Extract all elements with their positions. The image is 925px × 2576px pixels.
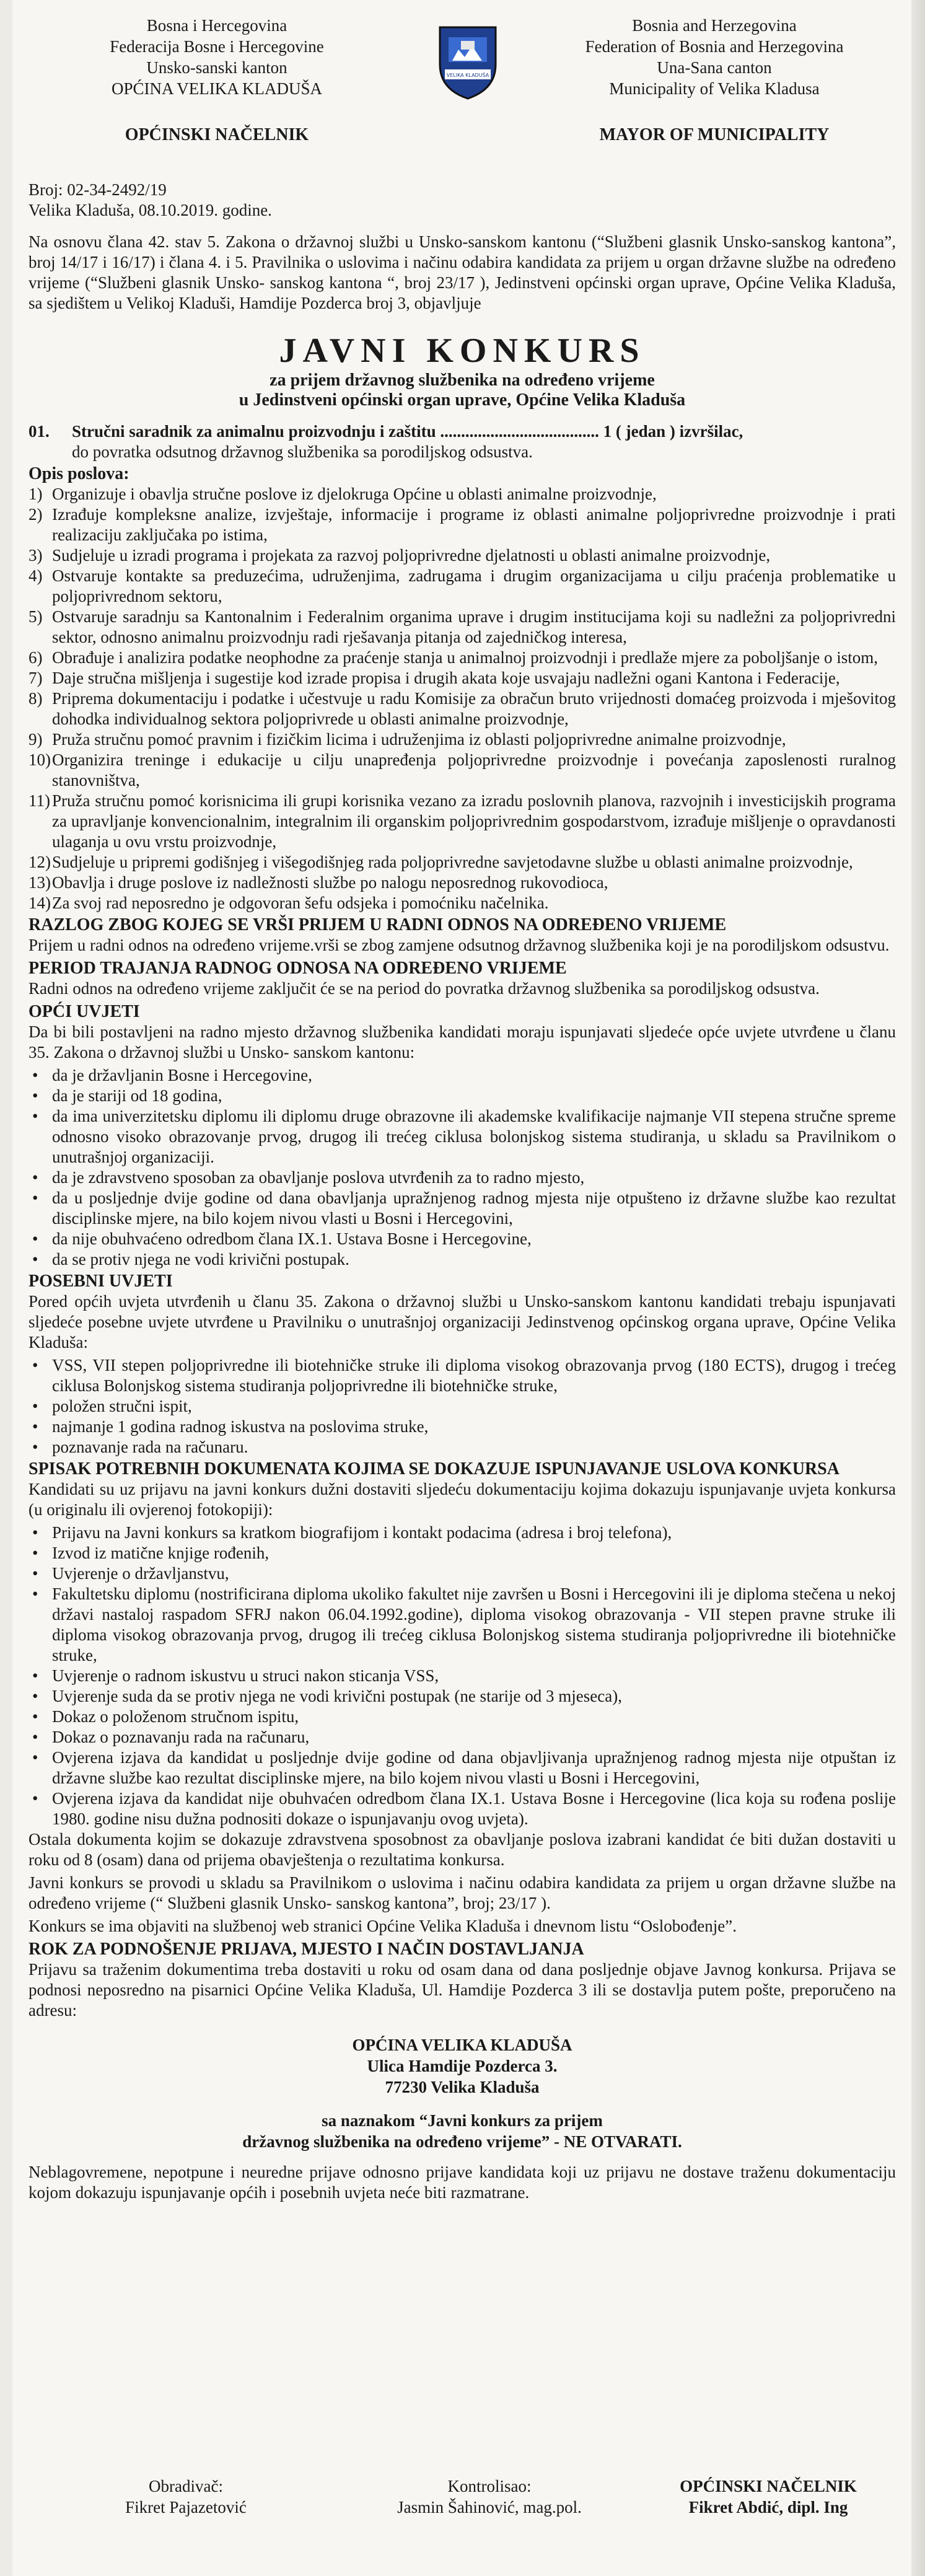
deadline-text: Prijavu sa traženim dokumentima treba dostaviti u roku od osam dana od dana posljednje objave Javnog konkursa. Prijava se podnosi neposredno na pisarnici Općine Velika Kladuša, Ul. Hamdije Pozderca 3 ili se dostavlja putem pošte, preporučeno na adresu:: [28, 1960, 896, 2020]
letterhead-line: Una-Sana canton: [657, 58, 772, 77]
municipality-crest-icon: [434, 21, 502, 102]
list-number: 11): [28, 791, 50, 810]
list-item-text: da ima univerzitetsku diplomu ili diplomu druge obrazovne ili akademske kvalifikacije najmanje VII stepena stručne spreme odnosno visoko obrazovanje prvog, drugog ili trećeg ciklusa bolonjskog sistema studiranja, u skladu sa Pravilnikom o unutrašnjoj organizaciji.: [52, 1107, 896, 1166]
duty-item: [28, 545, 896, 566]
letterhead-line: Federacija Bosne i Hercegovine: [110, 37, 324, 56]
envelope-note-line-2: državnog službenika na određeno vrijeme” - NE OTVARATI.: [242, 2132, 682, 2151]
duty-item: [28, 893, 896, 913]
bullet-icon: •: [32, 1417, 38, 1436]
list-number: 6): [28, 648, 43, 667]
after-docs-paragraph: Javni konkurs se provodi u skladu sa Pravilnikom o uslovima i načinu odabira kandidata za prijem u organ državne službe na određeno vrijeme (“ Službeni glasnik Unsko- sanskog kantona”, broj; 23/17 ).: [28, 1873, 896, 1912]
duty-item: [28, 791, 896, 852]
page-left-margin: [0, 0, 12, 2576]
signature-name: Jasmin Šahinović, mag.pol.: [397, 2498, 582, 2517]
intro-paragraph: Na osnovu člana 42. stav 5. Zakona o državnoj službi u Unsko-sanskom kantonu (“Službeni glasnik Unsko-sanskog kantona”, broj 14/17 i 16/17) i člana 4. i 5. Pravilnika o uslovima i načinu odabira kandidata za prijem u organ državne službe na određeno vrijeme (“Službeni glasnik Unsko- sanskog kantona “, broj 23/17 ), Jedinstveni općinski organ uprave, Općine Velika Kladuša, sa sjedištem u Velikoj Kladuši, Hamdije Pozderca broj 3, objavljuje: [28, 232, 896, 312]
list-item-text: najmanje 1 godina radnog iskustva na poslovima struke,: [52, 1417, 429, 1436]
duty-item: [28, 873, 896, 893]
special-conditions-list: [28, 1355, 896, 1457]
page-right-margin: [911, 0, 925, 2576]
list-number: 10): [28, 750, 51, 769]
list-number: 13): [28, 873, 51, 892]
address-line: Ulica Hamdije Pozderca 3.: [367, 2057, 558, 2075]
list-item-text: Pruža stručnu pomoć korisnicima ili grupi korisnika vezano za izradu poslovnih planova, razvojnih i investicijskih programa za upravljanje konvencionalnim, integralnim ili organskim poljoprivrednim gospodarstvom, izrađuje mišljenje o opravdanosti ulaganja u ovu vrstu proizvodnje,: [52, 791, 896, 851]
document-item: [28, 1686, 896, 1707]
list-item-text: Izvod iz matične knjige rođenih,: [52, 1544, 270, 1562]
document-item: [28, 1747, 896, 1788]
list-item-text: Organizuje i obavlja stručne poslove iz djelokruga Općine u oblasti animalne proizvodnje,: [52, 485, 657, 503]
list-item-text: Daje stručna mišljenja i sugestije kod izrade propisa i drugih akata koje usvajaju nadležni ogani Kantona i Federacije,: [52, 669, 840, 687]
signature-name: Fikret Abdić, dipl. Ing: [688, 2498, 848, 2517]
list-item-text: VSS, VII stepen poljoprivredne ili biotehničke struke ili diploma visokog obrazovanja prvog (180 ECTS), drugog i trećeg ciklusa Bolonjskog sistema studiranja poljoprivredne ili biotehničke struke,: [52, 1356, 896, 1395]
letterhead-line: OPĆINA VELIKA KLADUŠA: [111, 79, 323, 98]
list-number: 4): [28, 566, 43, 585]
document-item: [28, 1543, 896, 1563]
bullet-icon: •: [32, 1687, 38, 1705]
list-item-text: Ovjerena izjava da kandidat u posljednje dvije godine od dana objavljivanja upražnjenog radnog mjesta nije otpuštan iz državne službe kao rezultat disciplinske mjere, na bilo kojem nivou vlasti u Bosni i Hercegovini,: [52, 1748, 896, 1787]
list-number: 8): [28, 689, 43, 708]
list-item-text: da je državljanin Bosne i Hercegovine,: [52, 1066, 312, 1084]
list-number: 12): [28, 853, 51, 871]
documents-list: [28, 1523, 896, 1829]
envelope-note: [28, 2110, 896, 2152]
special-conditions-intro: Pored općih uvjeta utvrđenih u članu 35. Zakona o državnoj službi u Unsko-sanskom kantonu kandidati trebaju ispunjavati sljedeće posebne uvjete utvrđene u Pravilniku o unutrašnjoj organizaciji Jedinstvenog općinskog organa uprave, Općine Velika Kladuša:: [28, 1292, 896, 1352]
after-docs-paragraph: Konkurs se ima objaviti na službenoj web stranici Općine Velika Kladuša i dnevnom listu “Oslobođenje”.: [28, 1917, 737, 1935]
bullet-icon: •: [32, 1789, 38, 1808]
document-body: [28, 180, 896, 2205]
bullet-icon: •: [32, 1523, 38, 1542]
bullet-icon: •: [32, 1438, 38, 1456]
general-condition-item: [28, 1188, 896, 1229]
letterhead-line: Bosna i Hercegovina: [146, 16, 287, 35]
general-condition-item: [28, 1167, 896, 1188]
special-condition-item: [28, 1417, 896, 1437]
list-item-text: da u posljednje dvije godine od dana obavljanja upražnjenog radnog mjesta nije otpušteno iz državne službe kao rezultat disciplinske mjere, na bilo kojem nivou vlasti u Bosni i Hercegovini,: [52, 1189, 896, 1228]
document-item: [28, 1523, 896, 1543]
document-item: [28, 1563, 896, 1584]
document-title: JAVNI KONKURS: [279, 332, 646, 370]
special-conditions-heading: POSEBNI UVJETI: [28, 1272, 173, 1291]
list-item-text: da nije obuhvaćeno odredbom člana IX.1. Ustava Bosne i Hercegovine,: [52, 1229, 532, 1248]
list-item-text: Ovjerena izjava da kandidat nije obuhvaćen odredbom člana IX.1. Ustava Bosne i Hercegovine (lica koja su rođena poslije 1980. godine nisu dužna podnositi dokaze o ispunjavanju ovog uvjeta).: [52, 1789, 896, 1828]
duties-list: [28, 484, 896, 913]
special-condition-item: [28, 1396, 896, 1417]
general-conditions-intro: Da bi bili postavljeni na radno mjesto državnog službenika kandidati moraju ispunjavati sljedeće opće uvjete utvrđene u članu 35. Zakona o državnoj službi u Unsko- sanskom kantonu:: [28, 1022, 896, 1062]
list-item-text: Obrađuje i analizira podatke neophodne za praćenje stanja u animalnoj proizvodnji i predlaže mjere za poboljšanje o istom,: [52, 648, 879, 667]
duty-item: [28, 668, 896, 688]
duty-item: [28, 607, 896, 648]
special-condition-item: [28, 1437, 896, 1457]
documents-intro: Kandidati su uz prijavu na javni konkurs dužni dostaviti sljedeću dokumentaciju kojima dokazuju ispunjavanje uvjeta konkursa (u originalu ili ovjerenoj fotokopiji):: [28, 1480, 896, 1519]
period-text: Radni odnos na određeno vrijeme zaključit će se na period do povratka državnog službenika sa porodiljskog odsustva.: [28, 979, 820, 998]
deadline-heading: ROK ZA PODNOŠENJE PRIJAVA, MJESTO I NAČIN DOSTAVLJANJA: [28, 1940, 584, 1959]
letterhead: [12, 9, 913, 151]
list-item-text: Sudjeluje u izradi programa i projekata za razvoj poljoprivredne djelatnosti u oblasti animalne proizvodnje,: [52, 546, 771, 565]
bullet-icon: •: [32, 1066, 38, 1084]
list-item-text: Sudjeluje u pripremi godišnjeg i višegodišnjeg rada poljoprivredne savjetodavne službe u oblasti animalne proizvodnje,: [52, 853, 853, 871]
list-item-text: Dokaz o položenom stručnom ispitu,: [52, 1707, 299, 1726]
after-docs-paragraph: Ostala dokumenta kojim se dokazuje zdravstvena sposobnost za obavljanje poslova izabrani kandidat će biti dužan dostaviti u roku od 8 (osam) dana od prijema obavještenja o rezultatima konkursa.: [28, 1830, 896, 1869]
list-item-text: Uvjerenje suda da se protiv njega ne vodi krivični postupak (ne starije od 3 mjeseca),: [52, 1687, 622, 1705]
bullet-icon: •: [32, 1585, 38, 1603]
duty-item: [28, 750, 896, 791]
list-number: 3): [28, 546, 43, 565]
bullet-icon: •: [32, 1748, 38, 1767]
address-line: 77230 Velika Kladuša: [385, 2078, 540, 2096]
special-condition-item: [28, 1355, 896, 1396]
bullet-icon: •: [32, 1564, 38, 1583]
list-item-text: da se protiv njega ne vodi krivični postupak.: [52, 1250, 349, 1268]
signature-role: Kontrolisao:: [447, 2477, 532, 2495]
list-number: 9): [28, 730, 43, 749]
list-number: 14): [28, 894, 51, 912]
document-subtitle-2: u Jedinstveni općinski organ uprave, Općine Velika Kladuša: [239, 390, 686, 410]
position-note: do povratka odsutnog državnog službenika sa porodiljskog odsustva.: [72, 442, 533, 461]
document-page: [12, 0, 913, 2576]
bullet-icon: •: [32, 1250, 38, 1268]
list-item-text: Fakultetsku diplomu (nostrificirana diploma ukoliko fakultet nije završen u Bosni i Hercegovini ili je diploma stečena u nekoj državi nastaloj raspadom SFRJ nakon 06.04.1992.godine), diploma visokog obrazovanja - VII stepen pravne struke ili diploma visokog obrazovanja prvog, drugog ili trećeg ciklusa Bolonjskog sistema studiranja poljoprivredne ili biotehničke struke,: [52, 1585, 896, 1664]
list-item-text: Prijavu na Javni konkurs sa kratkom biografijom i kontakt podacima (adresa i broj telefona),: [52, 1523, 672, 1542]
list-item-text: položen stručni ispit,: [52, 1397, 192, 1415]
letterhead-line: Federation of Bosnia and Herzegovina: [585, 37, 844, 56]
closing-paragraph: Neblagovremene, nepotpune i neuredne prijave odnosno prijave kandidata koji uz prijavu ne dostave traženu dokumentaciju kojom dokazuju ispunjavanje općih i posebnih uvjeta neće biti razmatrane.: [28, 2163, 896, 2202]
general-condition-item: [28, 1065, 896, 1086]
letterhead-line: Bosnia and Herzegovina: [632, 16, 797, 35]
list-number: 5): [28, 607, 43, 626]
mailing-address: [28, 2034, 896, 2098]
list-item-text: Uvjerenje o državljanstvu,: [52, 1564, 229, 1583]
bullet-icon: •: [32, 1544, 38, 1562]
document-subtitle-1: za prijem državnog službenika na određeno vrijeme: [270, 371, 655, 390]
bullet-icon: •: [32, 1107, 38, 1125]
duty-item: [28, 729, 896, 750]
list-number: 1): [28, 485, 43, 503]
general-condition-item: [28, 1229, 896, 1249]
list-item-text: Izrađuje kompleksne analize, izvještaje, informacije i programe iz oblasti animalne poljoprivredne proizvodnje i prati realizaciju zaključaka po istima,: [52, 505, 896, 544]
bullet-icon: •: [32, 1707, 38, 1726]
list-item-text: Priprema dokumentaciju i podatke i učestvuje u radu Komisije za obračun bruto vrijednosti domaćeg proizvoda i mješovitog dohodka individualnog sektora poljoprivrede u oblasti animalne proizvodnje,: [52, 689, 896, 728]
position-heading: [28, 421, 896, 442]
envelope-note-line-1: sa naznakom “Javni konkurs za prijem: [322, 2111, 603, 2130]
general-conditions-list: [28, 1065, 896, 1270]
bullet-icon: •: [32, 1728, 38, 1746]
documents-heading: SPISAK POTREBNIH DOKUMENATA KOJIMA SE DOKAZUJE ISPUNJAVANJE USLOVA KONKURSA: [28, 1459, 840, 1479]
signature-prepared-by: [105, 2476, 266, 2518]
bullet-icon: •: [32, 1168, 38, 1187]
signature-mayor: [651, 2476, 886, 2518]
bullet-icon: •: [32, 1356, 38, 1374]
signature-block: [12, 2476, 913, 2569]
duty-item: [28, 852, 896, 873]
document-item: [28, 1584, 896, 1666]
duty-item: [28, 688, 896, 729]
address-line: OPĆINA VELIKA KLADUŠA: [352, 2036, 572, 2054]
list-item-text: Ostvaruje saradnju sa Kantonalnim i Federalnim organima uprave i drugim institucijama koji su nadležni za poljoprivredni sektor, odnosno animalnu proizvodnju radi rješavanja pitanja od zajedničkog interesa,: [52, 607, 896, 646]
crest-text: VELIKA KLADUŠA: [446, 73, 489, 78]
general-condition-item: [28, 1086, 896, 1106]
general-condition-item: [28, 1106, 896, 1167]
bullet-icon: •: [32, 1189, 38, 1207]
bullet-icon: •: [32, 1086, 38, 1105]
reason-heading: RAZLOG ZBOG KOJEG SE VRŠI PRIJEM U RADNI ODNOS NA ODREĐENO VRIJEME: [28, 915, 727, 934]
signature-role: Obradivač:: [149, 2477, 223, 2495]
duty-item: [28, 648, 896, 668]
list-item-text: Obavlja i druge poslove iz nadležnosti službe po nalogu neposrednog rukovodioca,: [52, 873, 608, 892]
document-item: [28, 1788, 896, 1829]
duties-heading: Opis poslova:: [28, 464, 129, 483]
letterhead-line: Unsko-sanski kanton: [146, 58, 287, 77]
reference-number: Broj: 02-34-2492/19: [28, 180, 167, 199]
letterhead-right: [566, 15, 863, 99]
duty-item: [28, 566, 896, 607]
document-item: [28, 1707, 896, 1727]
reason-text: Prijem u radni odnos na određeno vrijeme.vrši se zbog zamjene odsutnog državnog službenika koji je na porodiljskom odsustvu.: [28, 936, 890, 954]
letterhead-left: [68, 15, 366, 99]
list-item-text: poznavanje rada na računaru.: [52, 1438, 248, 1456]
list-item-text: Organizira treninge i edukacije u cilju unapređenja poljoprivredne proizvodnje i povećanja zaposlenosti ruralnog stanovništva,: [52, 750, 896, 789]
letterhead-line: Municipality of Velika Kladusa: [609, 79, 820, 98]
list-item-text: Uvjerenje o radnom iskustvu u struci nakon sticanja VSS,: [52, 1666, 439, 1685]
bullet-icon: •: [32, 1666, 38, 1685]
period-heading: PERIOD TRAJANJA RADNOG ODNOSA NA ODREĐENO VRIJEME: [28, 959, 567, 978]
signature-name: Fikret Pajazetović: [125, 2498, 247, 2517]
position-title: Stručni saradnik za animalnu proizvodnju i zaštitu ...................................... 1 ( jedan ) izvršilac,: [72, 422, 743, 441]
list-item-text: Dokaz o poznavanju rada na računaru,: [52, 1728, 310, 1746]
list-item-text: Ostvaruje kontakte sa preduzećima, udruženjima, zadrugama i drugim organizacijama u cilju praćenja problematike u poljoprivrednom sektoru,: [52, 566, 896, 605]
list-item-text: da je stariji od 18 godina,: [52, 1086, 222, 1105]
signature-role: OPĆINSKI NAČELNIK: [680, 2477, 857, 2495]
list-item-text: Za svoj rad neposredno je odgovoran šefu odsjeka i pomoćniku načelnika.: [52, 894, 549, 912]
letterhead-left-title: OPĆINSKI NAČELNIK: [125, 125, 309, 144]
position-number: 01.: [28, 422, 50, 441]
general-conditions-heading: OPĆI UVJETI: [28, 1002, 140, 1021]
general-condition-item: [28, 1249, 896, 1270]
duty-item: [28, 484, 896, 504]
letterhead-right-title: MAYOR OF MUNICIPALITY: [599, 125, 830, 144]
list-item-text: da je zdravstveno sposoban za obavljanje poslova utvrđenih za to radno mjesto,: [52, 1168, 585, 1187]
date-line: Velika Kladuša, 08.10.2019. godine.: [28, 201, 272, 219]
duty-item: [28, 504, 896, 545]
signature-checked-by: [359, 2476, 620, 2518]
bullet-icon: •: [32, 1229, 38, 1248]
document-item: [28, 1666, 896, 1686]
document-item: [28, 1727, 896, 1747]
list-item-text: Pruža stručnu pomoć pravnim i fizičkim licima i udruženjima iz oblasti poljoprivredne animalne proizvodnje,: [52, 730, 786, 749]
bullet-icon: •: [32, 1397, 38, 1415]
list-number: 7): [28, 669, 43, 687]
list-number: 2): [28, 505, 43, 524]
